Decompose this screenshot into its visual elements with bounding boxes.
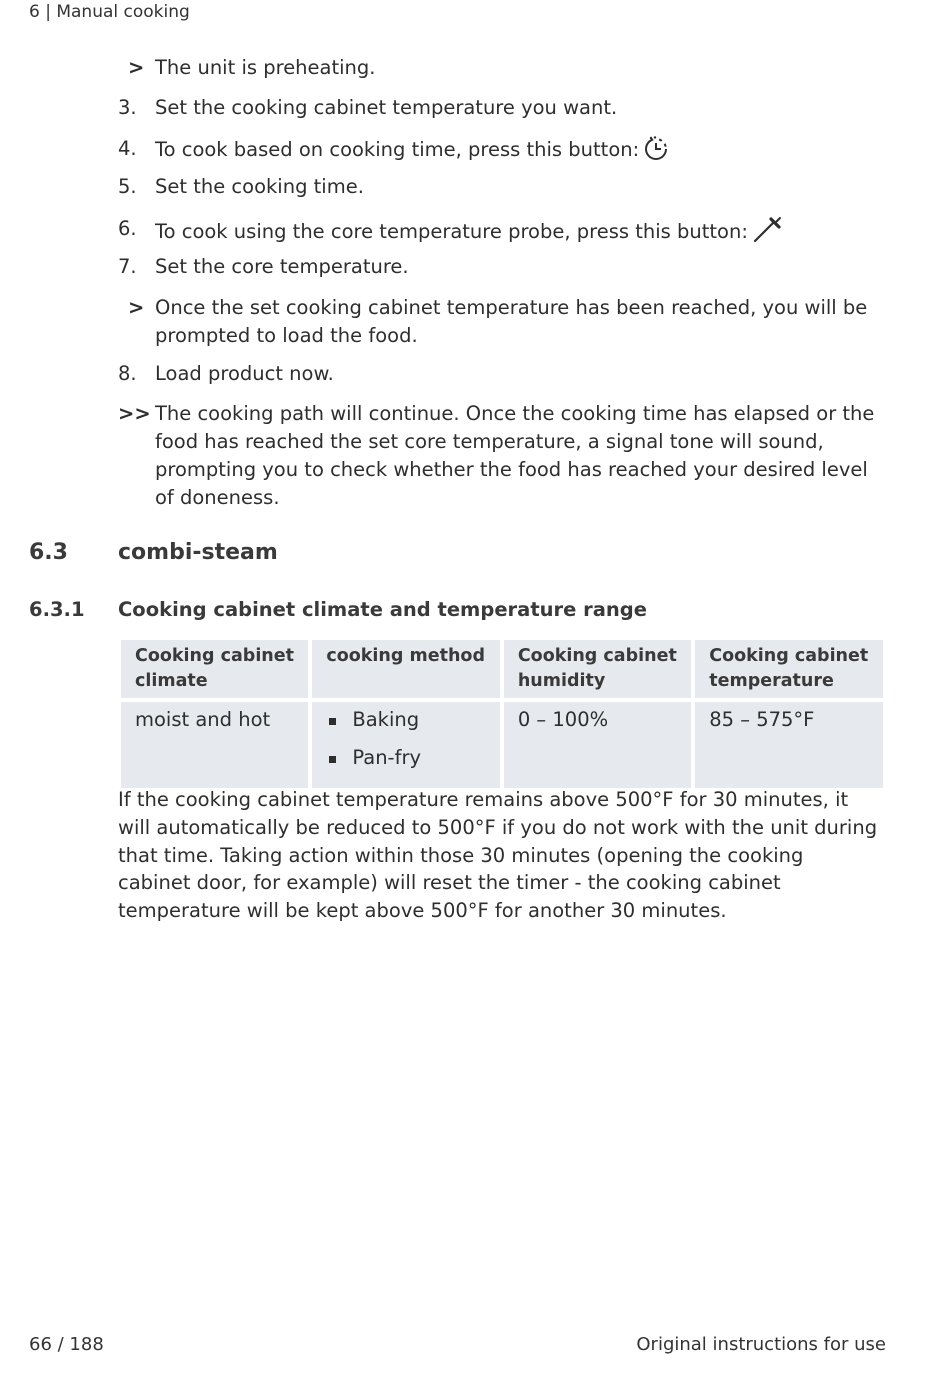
cell-climate: moist and hot	[121, 702, 308, 788]
step-marker: 6.	[118, 217, 137, 240]
column-header-climate: Cooking cabinet climate	[121, 640, 308, 702]
timer-icon	[643, 135, 669, 169]
subsection-title: Cooking cabinet climate and temperature range	[118, 598, 647, 621]
method-label: Baking	[352, 708, 420, 731]
step-marker: 8.	[118, 362, 137, 385]
step-text: Set the core temperature.	[155, 255, 409, 278]
step-marker: 3.	[118, 96, 137, 119]
subsection-number: 6.3.1	[29, 598, 85, 621]
step-text: Set the cooking cabinet temperature you want.	[155, 96, 618, 119]
column-header-humidity: Cooking cabinet humidity	[504, 640, 691, 702]
cell-humidity: 0 – 100%	[504, 702, 691, 788]
page-number: 66 / 188	[29, 1334, 104, 1355]
section-number: 6.3	[29, 540, 68, 565]
step-marker: >	[128, 296, 145, 319]
core-probe-icon	[752, 215, 782, 251]
page-header: 6 | Manual cooking	[29, 2, 190, 22]
cell-methods	[312, 702, 499, 788]
step-text-with-icon	[155, 215, 885, 251]
document-title: Original instructions for use	[636, 1334, 886, 1355]
method-list	[326, 706, 485, 782]
step-marker: 5.	[118, 175, 137, 198]
method-label: Pan-fry	[352, 746, 422, 769]
step-text: Load product now.	[155, 362, 334, 385]
section-title: combi-steam	[118, 540, 278, 565]
column-header-temperature: Cooking cabinet temperature	[695, 640, 883, 702]
list-item	[326, 744, 485, 782]
table-header-row	[121, 640, 883, 702]
list-item	[326, 706, 485, 744]
step-marker: >>	[118, 402, 151, 425]
climate-temperature-table	[117, 640, 887, 788]
bullet-square-icon	[329, 756, 336, 763]
step-text-with-icon	[155, 135, 885, 169]
cell-temperature: 85 – 575°F	[695, 702, 883, 788]
table-row	[121, 702, 883, 788]
step-text: To cook using the core temperature probe, press this button:	[155, 220, 748, 243]
step-text: The unit is preheating.	[155, 56, 376, 79]
step-text: Set the cooking time.	[155, 175, 364, 198]
step-marker: 4.	[118, 137, 137, 160]
temperature-note: If the cooking cabinet temperature remains above 500°F for 30 minutes, it will automatically be reduced to 500°F if you do not work with the unit during that time. Taking action within those 30 minutes (opening the cooking cabinet door, for example) will reset the timer - the cooking cabinet temperature will be kept above 500°F for another 30 minutes.	[118, 788, 878, 923]
step-text: Once the set cooking cabinet temperature has been reached, you will be prompted to load the food.	[155, 296, 868, 347]
column-header-method: cooking method	[312, 640, 499, 702]
bullet-square-icon	[329, 718, 336, 725]
step-text: The cooking path will continue. Once the cooking time has elapsed or the food has reached the set core temperature, a signal tone will sound, prompting you to check whether the food has reached your desired level of doneness.	[155, 402, 875, 509]
step-marker: 7.	[118, 255, 137, 278]
step-text: To cook based on cooking time, press this button:	[155, 138, 640, 161]
step-marker: >	[128, 56, 145, 79]
